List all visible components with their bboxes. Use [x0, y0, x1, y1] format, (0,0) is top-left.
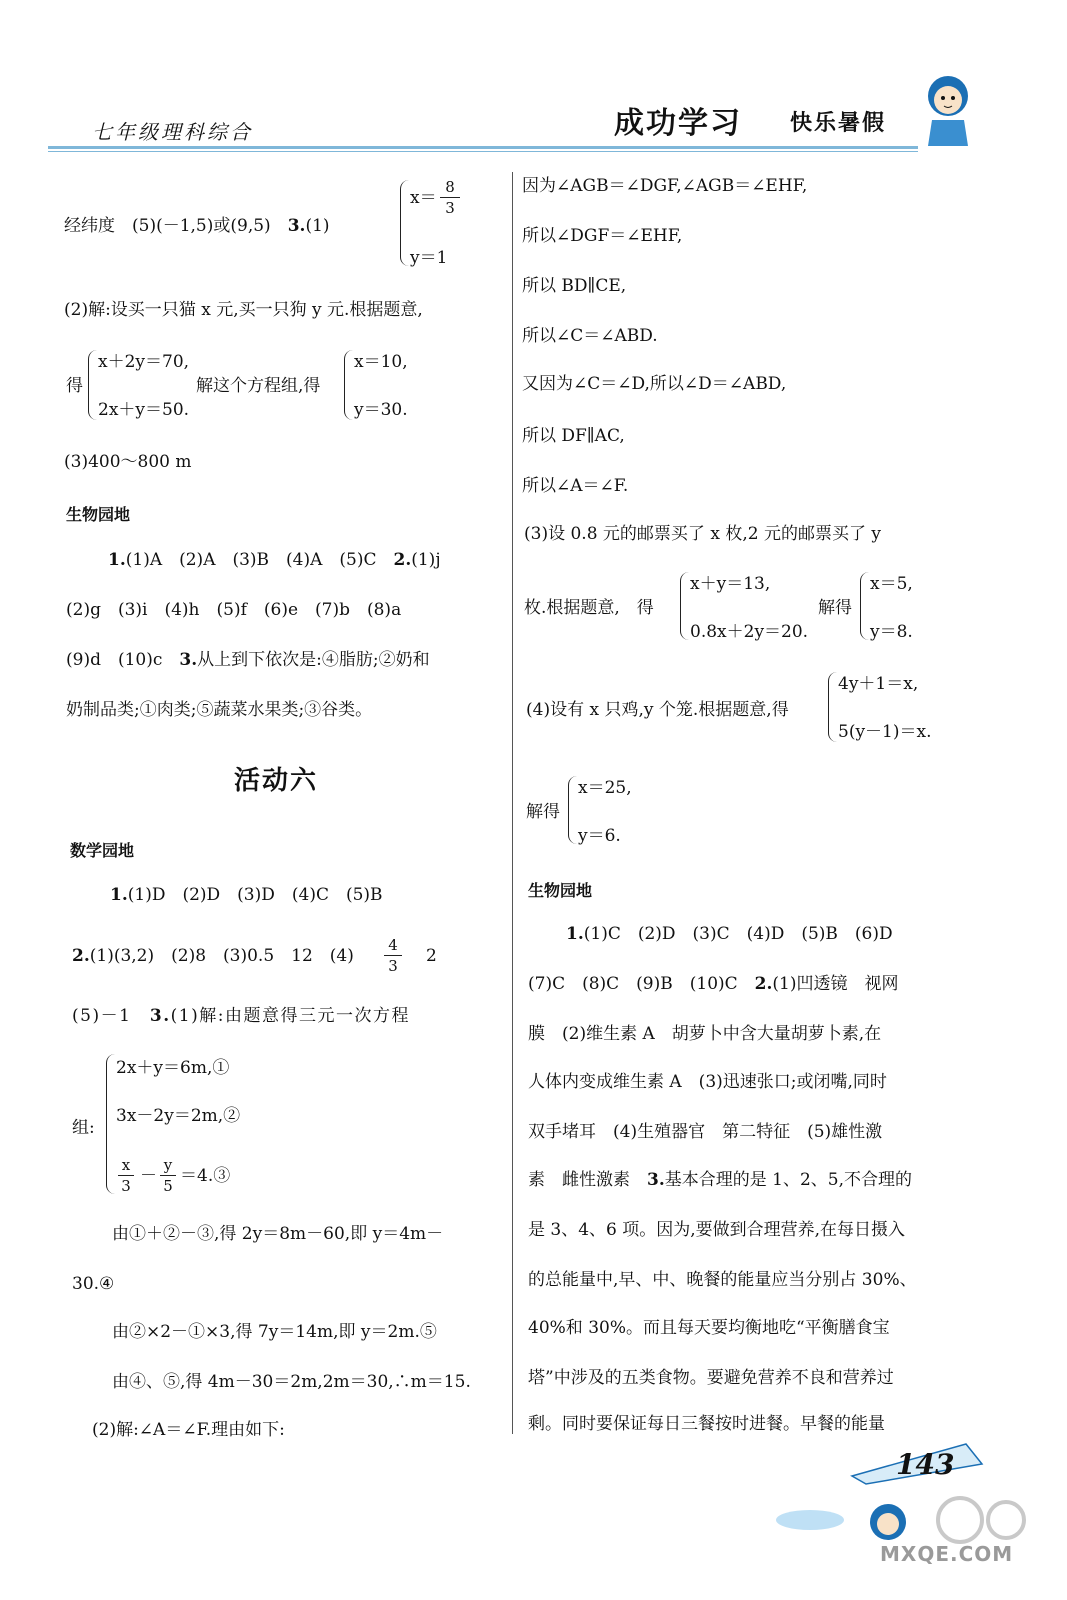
answer-line: (2)解:∠A＝∠F.理由如下:	[92, 1420, 285, 1440]
answer-line	[108, 550, 441, 570]
question-number: 3.	[149, 1006, 171, 1026]
answer-line: 又因为∠C＝∠D,所以∠D＝∠ABD,	[522, 374, 787, 394]
answer-line: 所以 DF∥AC,	[522, 426, 625, 446]
header-rule-thin	[48, 151, 918, 152]
equation: 3x－2y＝2m,②	[116, 1106, 241, 1126]
equation: y＝8.	[870, 622, 913, 642]
answer-line	[110, 885, 383, 905]
answer-text: 从上到下依次是:④脂肪;②奶和	[197, 650, 430, 670]
answer-text: 基本合理的是 1、2、5,不合理的	[664, 1170, 913, 1190]
section-title: 生物园地	[66, 505, 131, 524]
answer-text: 得	[66, 376, 83, 396]
question-number: 3.	[179, 650, 198, 670]
answer-text: 素 雌性激素	[528, 1170, 647, 1190]
answer-line: 剩。同时要保证每日三餐按时进餐。早餐的能量	[528, 1414, 885, 1434]
answer-text: 2	[426, 946, 437, 966]
equation: 0.8x＋2y＝20.	[690, 622, 809, 642]
answer-line: 所以 BD∥CE,	[522, 276, 627, 296]
brace	[860, 572, 869, 640]
answer-text: (5)－1	[72, 1006, 150, 1026]
answer-line: 所以∠A＝∠F.	[522, 476, 629, 496]
answer-text: 解这个方程组,得	[196, 376, 321, 396]
denominator: 5	[163, 1177, 173, 1195]
equation: y＝6.	[578, 826, 621, 846]
answer-text: (1)C (2)D (3)C (4)D (5)B (6)D	[583, 924, 893, 944]
answer-line: 40%和 30%。而且每天要均衡地吃“平衡膳食宝	[528, 1318, 890, 1338]
answer-text: (1)(3,2) (2)8 (3)0.5 12 (4)	[89, 946, 354, 966]
brace	[568, 776, 577, 844]
brace	[400, 180, 409, 266]
answer-line: 30.④	[72, 1274, 115, 1294]
answer-text: (1)j	[411, 550, 441, 570]
answer-line	[64, 216, 330, 236]
answer-text: 解得	[526, 802, 560, 822]
answer-text: (9)d (10)c	[66, 650, 180, 670]
answer-text: (4)设有 x 只鸡,y 个笼.根据题意,得	[526, 700, 789, 720]
watermark-text: MXQE.COM	[880, 1542, 1014, 1566]
question-number: 1.	[566, 924, 584, 944]
brace	[828, 672, 837, 742]
answer-line	[72, 946, 354, 966]
answer-line: 膜 (2)维生素 A 胡萝卜中含大量胡萝卜素,在	[528, 1024, 882, 1044]
answer-text: 经纬度 (5)(－1,5)或(9,5)	[64, 216, 288, 236]
header-grade-label: 七年级理科综合	[92, 120, 253, 144]
answer-text: 枚.根据题意, 得	[524, 598, 654, 618]
answer-line: 因为∠AGB＝∠DGF,∠AGB＝∠EHF,	[522, 176, 808, 196]
equation: x＋y＝13,	[690, 574, 771, 594]
brace	[88, 350, 97, 420]
question-number: 3.	[647, 1170, 665, 1190]
answer-line	[528, 1170, 912, 1190]
fraction	[440, 178, 460, 217]
answer-line: 双手堵耳 (4)生殖器官 第二特征 (5)雄性激	[528, 1122, 883, 1142]
numerator: 4	[388, 936, 398, 954]
answer-line: 奶制品类;①肉类;⑤蔬菜水果类;③谷类。	[66, 700, 373, 720]
question-number: 2.	[754, 974, 773, 994]
answer-line	[566, 924, 893, 944]
brace	[106, 1054, 115, 1194]
question-number: 1.	[110, 885, 128, 905]
equation: x＋2y＝70,	[98, 352, 190, 372]
question-number: 3.	[287, 216, 306, 236]
section-title: 数学园地	[70, 841, 135, 860]
answer-line: 是 3、4、6 项。因为,要做到合理营养,在每日摄入	[528, 1220, 906, 1240]
fraction	[384, 936, 402, 975]
answer-text: (1)D (2)D (3)D (4)C (5)B	[127, 885, 383, 905]
brace	[680, 572, 689, 640]
equation: x＝	[410, 188, 437, 208]
answer-line: 人体内变成维生素 A (3)迅速张口;或闭嘴,同时	[528, 1072, 887, 1092]
answer-line: 塔”中涉及的五类食物。要避免营养不良和营养过	[528, 1368, 894, 1388]
question-number: 2.	[393, 550, 412, 570]
brace	[344, 350, 353, 420]
answer-line: (2)解:设买一只猫 x 元,买一只狗 y 元.根据题意,	[64, 300, 423, 320]
answer-line	[66, 650, 430, 670]
denominator: 3	[388, 957, 398, 975]
equation: x＝5,	[870, 574, 913, 594]
equation: 2x＋y＝6m,①	[116, 1058, 230, 1078]
equation: ＝4.③	[180, 1166, 231, 1186]
equation: x＝25,	[578, 778, 632, 798]
numerator: x	[121, 1156, 131, 1174]
cartoon-girl-icon	[918, 70, 980, 148]
equation: 5(y－1)＝x.	[838, 722, 932, 742]
answer-line: 由①＋②－③,得 2y＝8m－60,即 y＝4m－	[112, 1224, 444, 1244]
answer-line: 由④、⑤,得 4m－30＝2m,2m＝30,∴m＝15.	[112, 1372, 471, 1392]
equation: －	[140, 1166, 157, 1186]
answer-text: 组:	[72, 1118, 95, 1138]
answer-line: 所以∠C＝∠ABD.	[522, 326, 658, 346]
answer-text: (1)A (2)A (3)B (4)A (5)C	[125, 550, 394, 570]
equation: y＝1	[410, 248, 448, 268]
answer-line: 所以∠DGF＝∠EHF,	[522, 226, 683, 246]
answer-text: (1)凹透镜 视网	[772, 974, 899, 994]
activity-title: 活动六	[234, 766, 319, 796]
equation: x＝10,	[354, 352, 408, 372]
answer-line: 由②×2－①×3,得 7y＝14m,即 y＝2m.⑤	[112, 1322, 437, 1342]
equation: y＝30.	[354, 400, 408, 420]
question-number: 2.	[72, 946, 90, 966]
section-title: 生物园地	[528, 881, 593, 900]
answer-text: (1)	[305, 216, 330, 236]
numerator: 8	[445, 178, 455, 196]
equation: 2x＋y＝50.	[98, 400, 190, 420]
answer-text: 解得	[818, 598, 852, 618]
numerator: y	[163, 1156, 173, 1174]
fraction	[118, 1156, 134, 1195]
page-number: 143	[896, 1448, 955, 1481]
fraction	[160, 1156, 176, 1195]
answer-line: (2)g (3)i (4)h (5)f (6)e (7)b (8)a	[66, 600, 402, 620]
answer-line: (3)400～800 m	[64, 452, 192, 472]
column-divider	[512, 172, 513, 1434]
answer-line	[72, 1006, 410, 1026]
header-rule	[48, 146, 918, 149]
equation: 4y＋1＝x,	[838, 674, 919, 694]
answer-line: 的总能量中,早、中、晚餐的能量应当分别占 30%、	[528, 1270, 917, 1290]
question-number: 1.	[108, 550, 126, 570]
denominator: 3	[121, 1177, 131, 1195]
answer-line	[528, 974, 899, 994]
header-subtitle: 快乐暑假	[790, 111, 887, 136]
answer-line: (3)设 0.8 元的邮票买了 x 枚,2 元的邮票买了 y	[524, 524, 881, 544]
answer-text: (7)C (8)C (9)B (10)C	[528, 974, 755, 994]
header-title: 成功学习	[614, 106, 742, 141]
denominator: 3	[445, 199, 455, 217]
answer-text: (1)解:由题意得三元一次方程	[170, 1006, 410, 1026]
